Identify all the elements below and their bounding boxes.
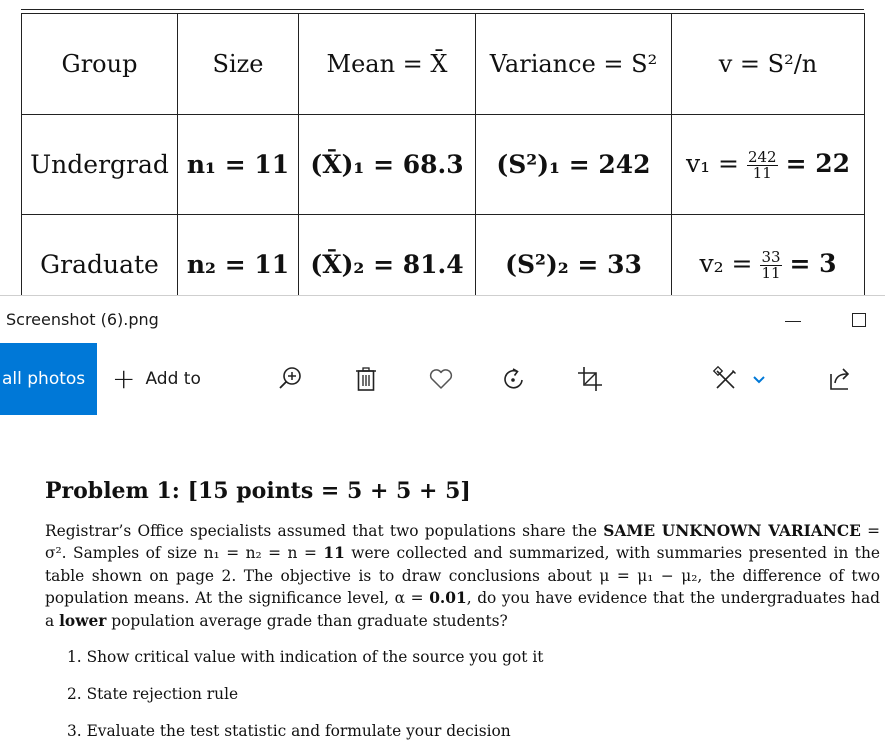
cell-v [672, 115, 865, 215]
v-lhs: v₁ = [685, 148, 740, 178]
v-denominator: 11 [752, 163, 772, 182]
table-top-rule [21, 9, 864, 10]
list-item: 2. State rejection rule [67, 685, 239, 703]
maximize-icon [852, 313, 866, 327]
add-to-button[interactable] [112, 363, 201, 395]
v-fraction [747, 147, 778, 182]
header-size: Size [178, 14, 299, 115]
v-fraction [760, 247, 781, 282]
delete-icon[interactable] [352, 365, 380, 393]
statement-emphasis: 0.01 [429, 589, 467, 608]
window-title-bar [0, 295, 885, 343]
statement-emphasis: SAME UNKNOWN VARIANCE [603, 522, 861, 540]
statement-emphasis: lower [59, 611, 107, 630]
statement-part: = σ². Samples of size n₁ = n₂ = n = [45, 522, 881, 563]
problem-points: [15 points = 5 + 5 + 5] [187, 478, 471, 504]
cell-size: n₂ = 11 [178, 215, 299, 296]
zoom-in-icon[interactable] [277, 365, 305, 393]
minimize-button[interactable] [770, 296, 816, 344]
table-row [22, 215, 865, 296]
header-variance: Variance = S² [476, 14, 672, 115]
all-photos-button[interactable]: all photos [0, 343, 97, 415]
share-icon[interactable] [826, 365, 854, 393]
rotate-icon[interactable] [500, 365, 528, 393]
window-title: Screenshot (6).png [6, 310, 159, 329]
header-mean: Mean = X̄ [299, 14, 476, 115]
document-body-region [0, 415, 885, 747]
statement-part: were collected and summarized, with summaries presented in the table shown on page 2. The objective is to draw conclusions about μ = μ₁ − μ₂, the difference of two population means. At the significance level, α = [45, 544, 880, 608]
task-list [67, 648, 543, 747]
add-to-label: Add to [145, 369, 201, 389]
edit-icon[interactable] [712, 365, 740, 393]
statement-part: Registrar’s Office specialists assumed that two populations share the [45, 522, 604, 540]
v-rhs: = 3 [789, 248, 837, 278]
header-group: Group [22, 14, 178, 115]
cell-mean: (X̄)₂ = 81.4 [299, 215, 476, 296]
cell-group: Graduate [22, 215, 178, 296]
v-lhs: v₂ = [699, 248, 753, 278]
viewer-toolbar [0, 343, 885, 415]
cell-size: n₁ = 11 [178, 115, 299, 215]
header-v: v = S²/n [672, 14, 865, 115]
chevron-down-icon[interactable] [748, 365, 770, 393]
list-item: 1. Show critical value with indication of the source you got it [67, 648, 544, 666]
problem-heading [45, 478, 471, 504]
v-numerator: 242 [747, 147, 777, 166]
problem-statement [45, 520, 880, 632]
statement-emphasis: 11 [323, 544, 345, 563]
statement-part: , do you have evidence that the undergraduates had a [45, 589, 880, 630]
maximize-button[interactable] [838, 296, 884, 344]
cell-variance: (S²)₂ = 33 [476, 215, 672, 296]
minimize-icon [785, 321, 801, 322]
cell-group: Undergrad [22, 115, 178, 215]
document-top-region [0, 0, 885, 295]
summary-table [21, 13, 865, 295]
cell-v [672, 215, 865, 296]
table-row [22, 115, 865, 215]
cell-mean: (X̄)₁ = 68.3 [299, 115, 476, 215]
v-denominator: 11 [761, 263, 781, 282]
v-rhs: = 22 [785, 148, 851, 178]
cell-variance: (S²)₁ = 242 [476, 115, 672, 215]
plus-icon: + [112, 362, 136, 395]
v-numerator: 33 [761, 247, 781, 266]
list-item: 3. Evaluate the test statistic and formulate your decision [67, 722, 511, 740]
favorite-icon[interactable] [427, 365, 455, 393]
statement-part: population average grade than graduate students? [106, 611, 508, 630]
crop-icon[interactable] [576, 365, 604, 393]
problem-title: Problem 1: [45, 478, 180, 504]
table-header-row [22, 14, 865, 115]
